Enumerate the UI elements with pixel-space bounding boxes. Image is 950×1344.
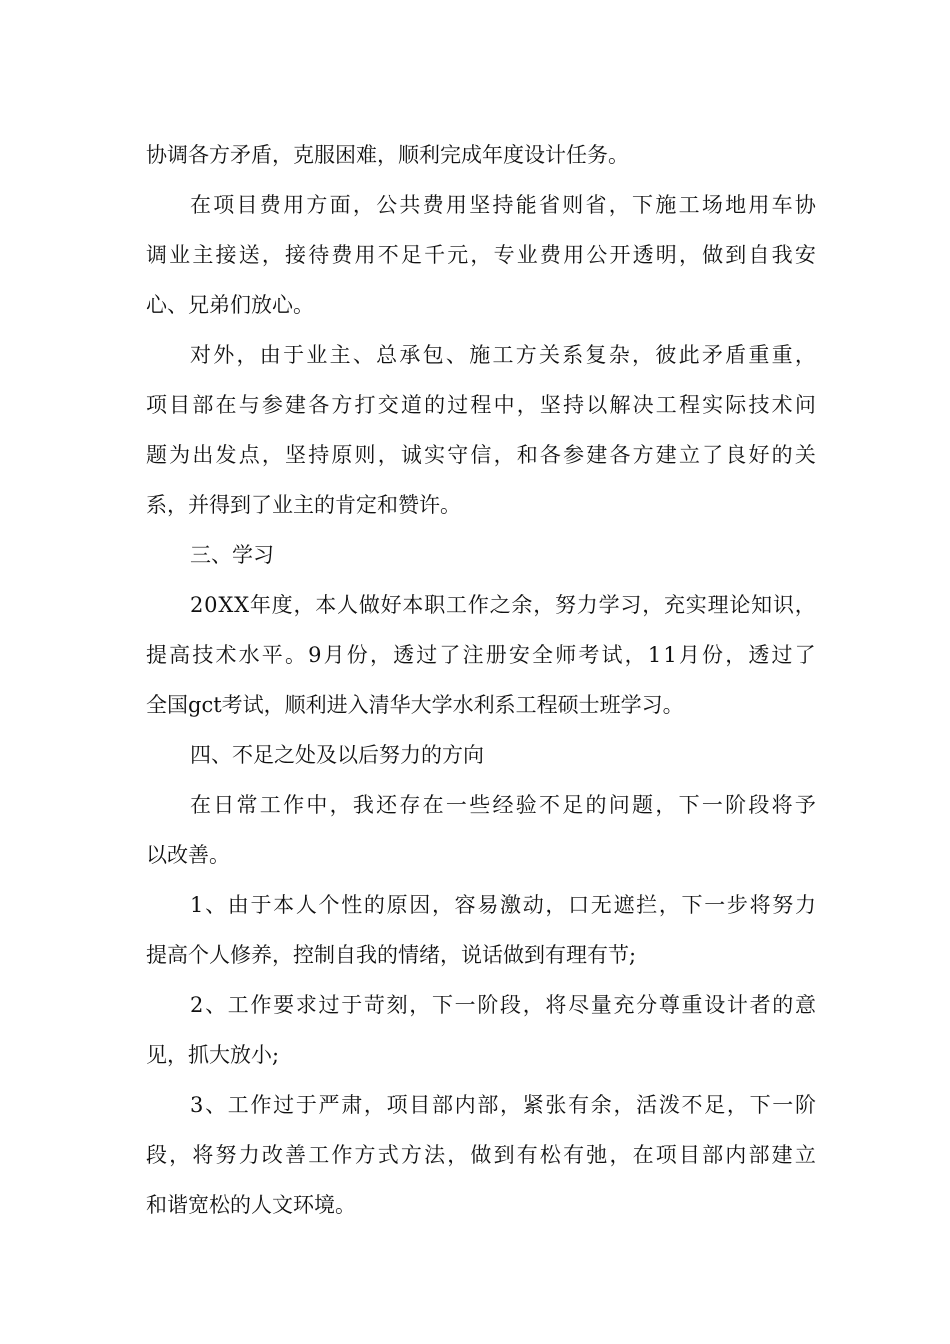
section-heading-study: 三、学习 [190,543,274,567]
text-line: 题 为 出 发 点 ， 坚 持 原 则 ， 诚 实 守 信 ， 和 各 参 建 各 方 建 立 了 良 好 的 关 [146,443,816,467]
text-line: 系，并得到了业主的肯定和赞许。 [146,493,461,517]
text-line: 3 、 工 作 过 于 严 肃 ， 项 目 部 内 部 ， 紧 张 有 余 ， 活 泼 不 足 ， 下 一 阶 [190,1093,816,1117]
text-line: 和谐宽松的人文环境。 [146,1193,356,1217]
text-line: 对 外 ， 由 于 业 主 、 总 承 包 、 施 工 方 关 系 复 杂 ， 彼 此 矛 盾 重 重 ， [190,343,816,367]
text-line: 全国gct考试，顺利进入清华大学水利系工程硕士班学习。 [146,693,684,717]
text-line: 提 高 技 术 水 平 。 9 月 份 ， 透 过 了 注 册 安 全 师 考 试 ， 1 1 月 份 ， 透 过 了 [146,643,816,667]
text-line: 调 业 主 接 送 ， 接 待 费 用 不 足 千 元 ， 专 业 费 用 公 开 透 明 ， 做 到 自 我 安 [146,243,816,267]
text-line: 以改善。 [146,843,230,867]
text-line: 心、兄弟们放心。 [146,293,314,317]
section-heading-shortcomings: 四、不足之处及以后努力的方向 [190,743,484,767]
text-line: 见，抓大放小; [146,1043,280,1067]
text-line: 在 项 目 费 用 方 面 ， 公 共 费 用 坚 持 能 省 则 省 ， 下 施 工 场 地 用 车 协 [190,193,816,217]
text-line: 2 、 工 作 要 求 过 于 苛 刻 ， 下 一 阶 段 ， 将 尽 量 充 分 尊 重 设 计 者 的 意 [190,993,816,1017]
text-line: 1 、 由 于 本 人 个 性 的 原 因 ， 容 易 激 动 ， 口 无 遮 拦 ， 下 一 步 将 努 力 [190,893,816,917]
text-line: 提高个人修养，控制自我的情绪，说话做到有理有节; [146,943,637,967]
text-line: 段 ， 将 努 力 改 善 工 作 方 式 方 法 ， 做 到 有 松 有 弛 ， 在 项 目 部 内 部 建 立 [146,1143,816,1167]
text-line: 2 0 X X 年 度 ， 本 人 做 好 本 职 工 作 之 余 ， 努 力 学 习 ， 充 实 理 论 知 识 ， [190,593,816,617]
text-line: 协调各方矛盾，克服困难，顺利完成年度设计任务。 [146,143,629,167]
text-line: 项 目 部 在 与 参 建 各 方 打 交 道 的 过 程 中 ， 坚 持 以 解 决 工 程 实 际 技 术 问 [146,393,816,417]
text-line: 在 日 常 工 作 中 ， 我 还 存 在 一 些 经 验 不 足 的 问 题 ， 下 一 阶 段 将 予 [190,793,816,817]
document-body [146,130,816,1230]
